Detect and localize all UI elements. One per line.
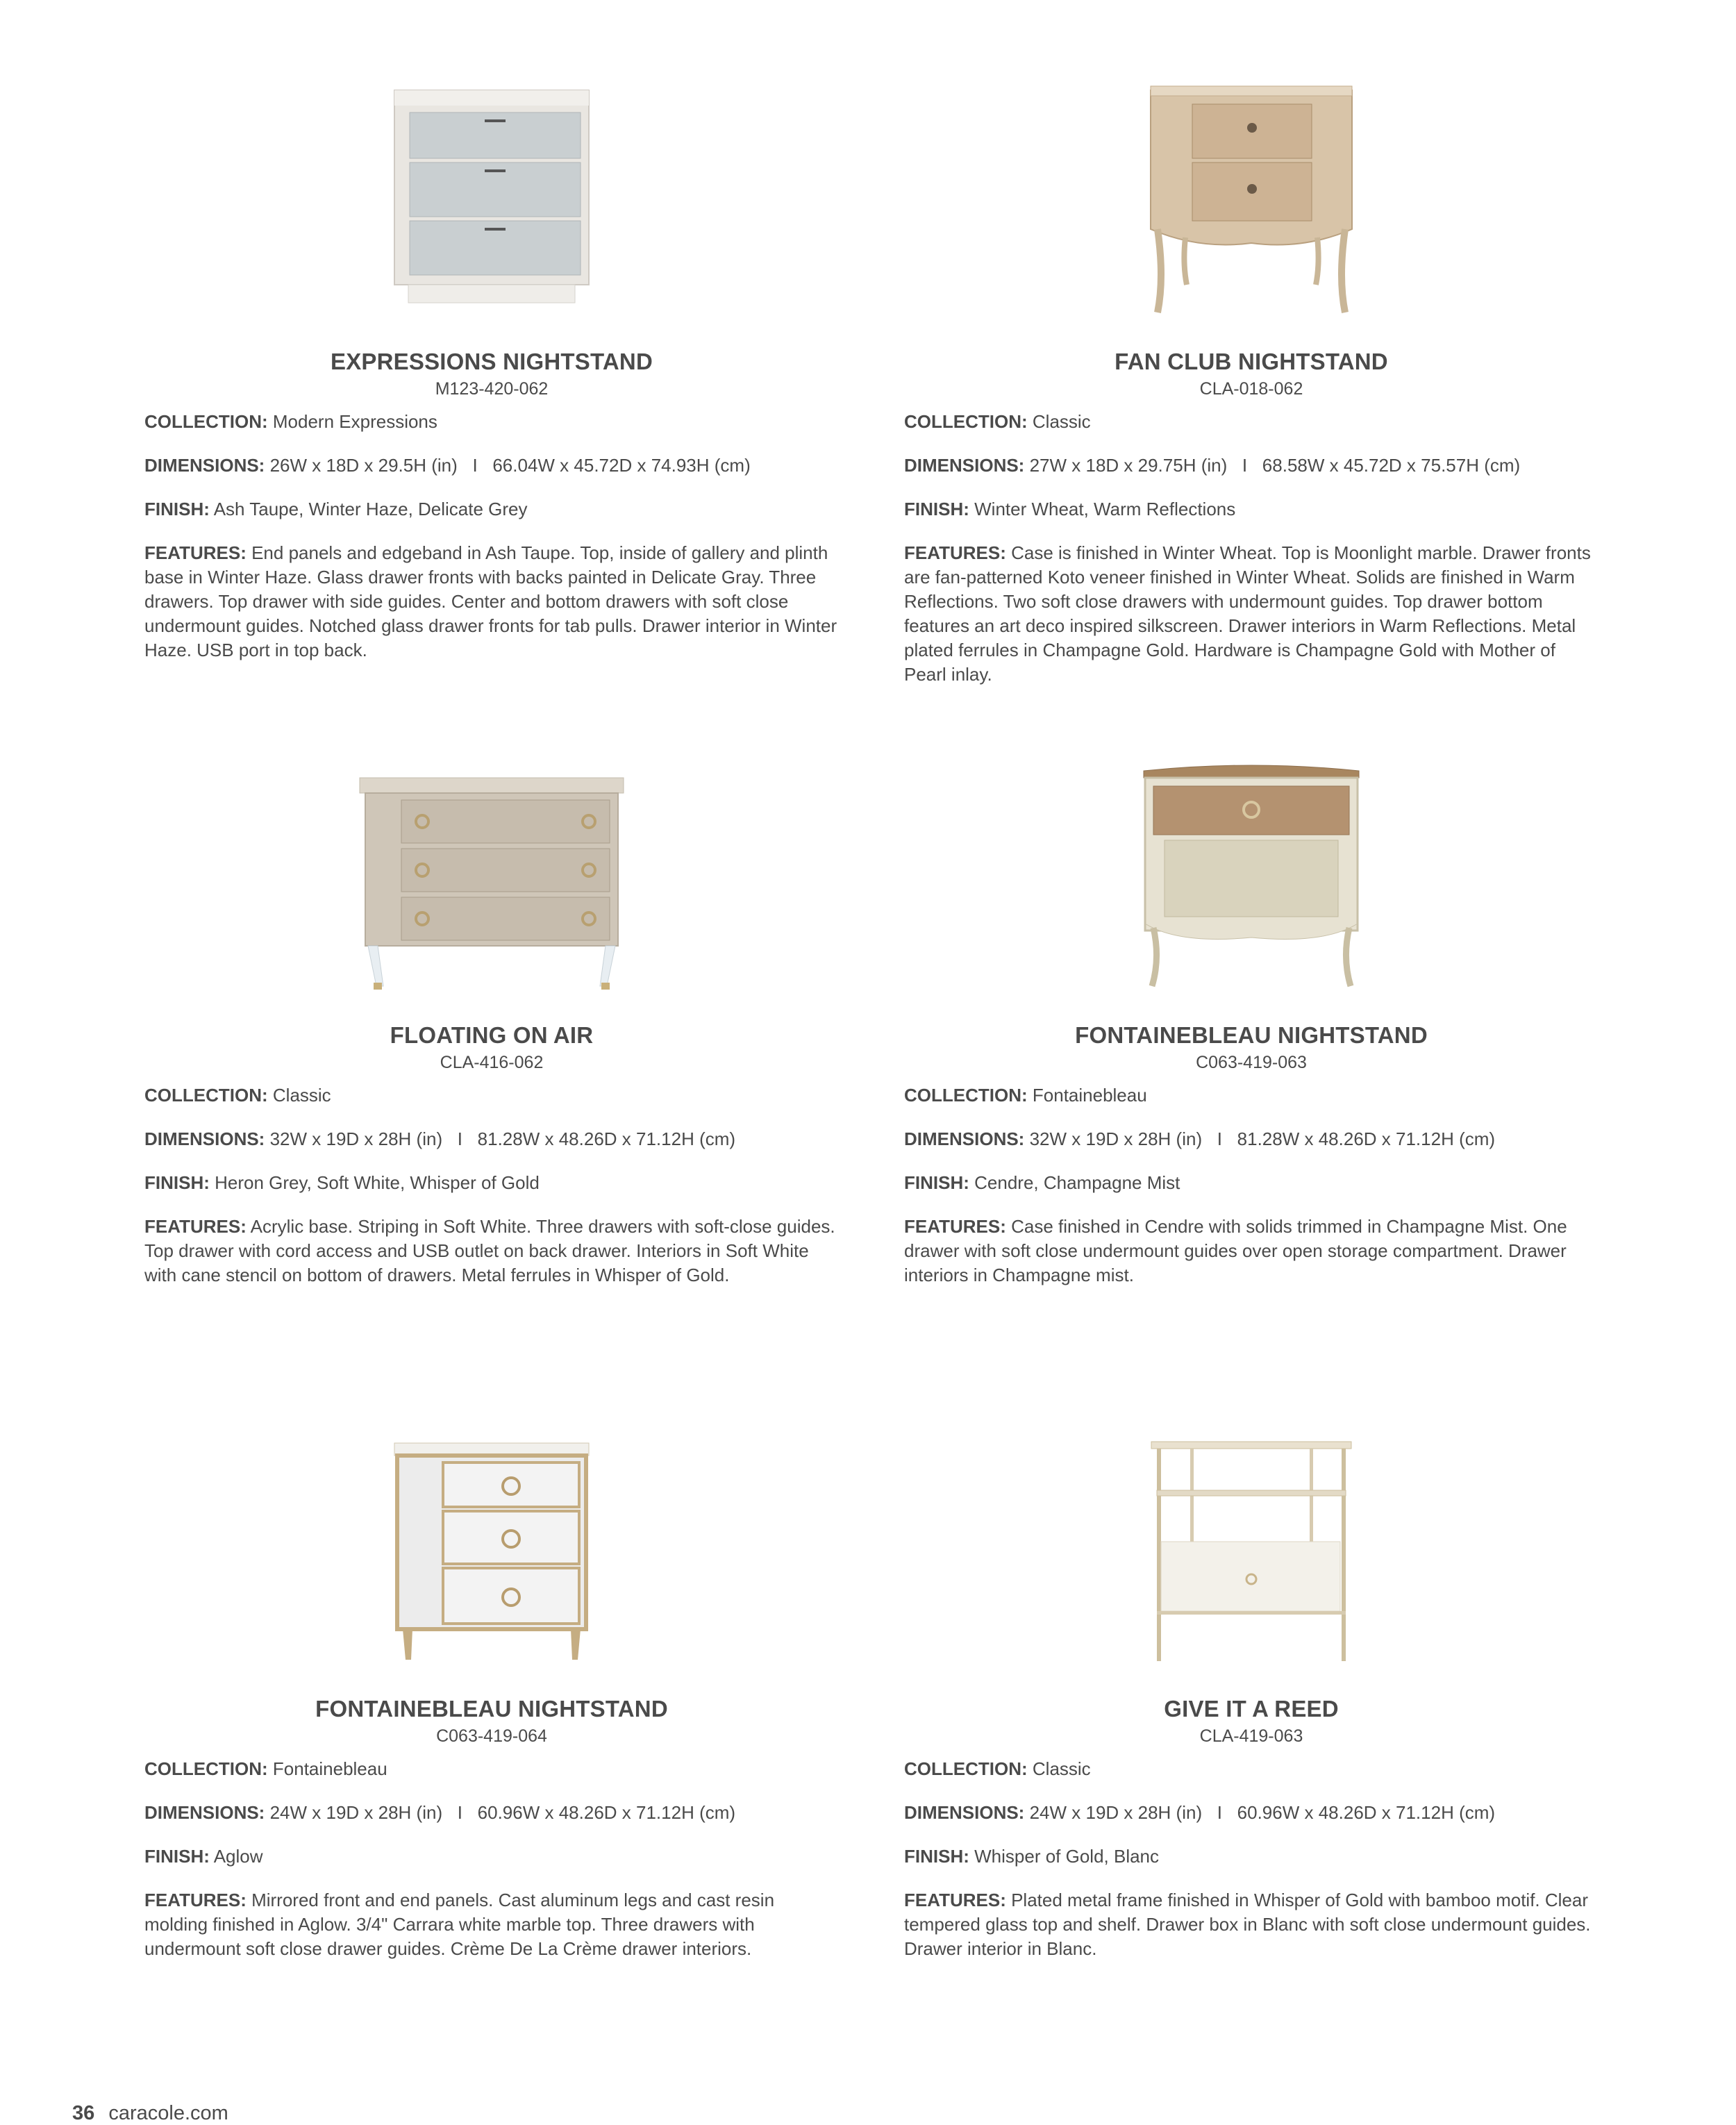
- features-value: Plated metal frame finished in Whisper of Gold with bamboo motif. Clear tempered glass top and shelf. Drawer box in Blanc with soft close undermount guides. Drawer interior in Blanc.: [904, 1890, 1591, 1959]
- spec-finish: [904, 1844, 1599, 1869]
- spec-features: [904, 541, 1599, 687]
- finish-value: Ash Taupe, Winter Haze, Delicate Grey: [213, 499, 528, 519]
- product-title: FONTAINEBLEAU NIGHTSTAND: [1075, 1022, 1428, 1048]
- collection-label: COLLECTION:: [144, 1758, 268, 1779]
- product-title: FAN CLUB NIGHTSTAND: [1115, 349, 1388, 374]
- dimensions-label: DIMENSIONS:: [904, 1802, 1025, 1823]
- product-image: [904, 1424, 1599, 1688]
- finish-label: FINISH:: [144, 1846, 210, 1867]
- finish-label: FINISH:: [904, 499, 969, 519]
- spec-dimensions: [904, 1127, 1599, 1151]
- dimensions-value: 32W x 19D x 28H (in) I 81.28W x 48.26D x 71.12H (cm): [269, 1128, 736, 1149]
- collection-value: Classic: [1032, 1758, 1091, 1779]
- features-label: FEATURES:: [144, 1216, 247, 1237]
- spec-dimensions: [144, 453, 839, 478]
- page-footer: [72, 2102, 228, 2125]
- collection-label: COLLECTION:: [904, 1758, 1028, 1779]
- finish-value: Heron Grey, Soft White, Whisper of Gold: [215, 1172, 540, 1193]
- finish-value: Aglow: [213, 1846, 263, 1867]
- finish-value: Cendre, Champagne Mist: [974, 1172, 1180, 1193]
- collection-value: Fontainebleau: [1032, 1085, 1147, 1106]
- features-value: Mirrored front and end panels. Cast aluminum legs and cast resin molding finished in Aglow. 3/4" Carrara white marble top. Three drawers with undermount soft close drawer guides. Crème De La Crème drawer interiors.: [144, 1890, 775, 1959]
- dimensions-label: DIMENSIONS:: [904, 455, 1025, 476]
- features-label: FEATURES:: [144, 1890, 247, 1910]
- collection-label: COLLECTION:: [904, 411, 1028, 432]
- finish-value: Winter Wheat, Warm Reflections: [974, 499, 1236, 519]
- product-sku: CLA-416-062: [440, 1053, 544, 1072]
- spec-dimensions: [904, 1801, 1599, 1825]
- features-value: Case finished in Cendre with solids trimmed in Champagne Mist. One drawer with soft close undermount guides over open storage compartment. Drawer interiors in Champagne mist.: [904, 1216, 1567, 1285]
- spec-features: [144, 1215, 839, 1288]
- spec-features: [144, 541, 839, 662]
- product-image: [904, 76, 1599, 340]
- dimensions-value: 32W x 19D x 28H (in) I 81.28W x 48.26D x 71.12H (cm): [1029, 1128, 1496, 1149]
- collection-label: COLLECTION:: [904, 1085, 1028, 1106]
- dimensions-label: DIMENSIONS:: [144, 1128, 265, 1149]
- spec-collection: [904, 1083, 1599, 1108]
- collection-value: Classic: [272, 1085, 331, 1106]
- spec-finish: [144, 497, 839, 522]
- collection-value: Fontainebleau: [272, 1758, 387, 1779]
- dimensions-label: DIMENSIONS:: [144, 455, 265, 476]
- product-title: EXPRESSIONS NIGHTSTAND: [330, 349, 653, 374]
- product-sku: CLA-018-062: [1199, 379, 1303, 399]
- dimensions-value: 26W x 18D x 29.5H (in) I 66.04W x 45.72D x 74.93H (cm): [269, 455, 751, 476]
- features-value: End panels and edgeband in Ash Taupe. Top, inside of gallery and plinth base in Winter Haze. Glass drawer fronts with backs painted in Delicate Gray. Three drawers. Top drawer with side guides. Center and bottom drawers with soft close undermount guides. Notched glass drawer fronts for tab pulls. Drawer interior in Winter Haze. USB port in top back.: [144, 542, 837, 660]
- page-number: 36: [72, 2102, 95, 2124]
- finish-label: FINISH:: [144, 1172, 210, 1193]
- features-label: FEATURES:: [904, 542, 1006, 563]
- spec-collection: [144, 1757, 839, 1781]
- spec-finish: [904, 497, 1599, 522]
- spec-finish: [144, 1844, 839, 1869]
- product-title: GIVE IT A REED: [1164, 1696, 1339, 1722]
- spec-features: [904, 1215, 1599, 1288]
- spec-collection: [904, 1757, 1599, 1781]
- product-title: FLOATING ON AIR: [390, 1022, 594, 1048]
- dimensions-value: 24W x 19D x 28H (in) I 60.96W x 48.26D x 71.12H (cm): [1029, 1802, 1496, 1823]
- spec-dimensions: [904, 453, 1599, 478]
- spec-dimensions: [144, 1801, 839, 1825]
- features-value: Case is finished in Winter Wheat. Top is Moonlight marble. Drawer fronts are fan-patterned Koto veneer finished in Winter Wheat. Solids are finished in Warm Reflections. Two soft close drawers with undermount guides. Top drawer bottom features an art deco inspired silkscreen. Drawer interiors in Warm Reflections. Metal plated ferrules in Champagne Gold. Hardware is Champagne Gold with Mother of Pearl inlay.: [904, 542, 1591, 685]
- spec-collection: [144, 410, 839, 434]
- product-image: [904, 750, 1599, 1014]
- dimensions-label: DIMENSIONS:: [144, 1802, 265, 1823]
- features-value: Acrylic base. Striping in Soft White. Three drawers with soft-close guides. Top drawer with cord access and USB outlet on back drawer. Interiors in Soft White with cane stencil on bottom of drawers. Metal ferrules in Whisper of Gold.: [144, 1216, 835, 1285]
- collection-label: COLLECTION:: [144, 411, 268, 432]
- finish-label: FINISH:: [144, 499, 210, 519]
- spec-features: [144, 1888, 839, 1961]
- collection-label: COLLECTION:: [144, 1085, 268, 1106]
- features-label: FEATURES:: [904, 1890, 1006, 1910]
- product-sku: C063-419-064: [436, 1726, 547, 1746]
- product-sku: C063-419-063: [1196, 1053, 1307, 1072]
- collection-value: Modern Expressions: [272, 411, 437, 432]
- spec-finish: [144, 1171, 839, 1195]
- spec-finish: [904, 1171, 1599, 1195]
- finish-label: FINISH:: [904, 1172, 969, 1193]
- finish-value: Whisper of Gold, Blanc: [974, 1846, 1160, 1867]
- dimensions-label: DIMENSIONS:: [904, 1128, 1025, 1149]
- features-label: FEATURES:: [904, 1216, 1006, 1237]
- footer-site-link[interactable]: caracole.com: [108, 2102, 228, 2124]
- spec-collection: [144, 1083, 839, 1108]
- product-sku: M123-420-062: [435, 379, 549, 399]
- features-label: FEATURES:: [144, 542, 247, 563]
- collection-value: Classic: [1032, 411, 1091, 432]
- product-sku: CLA-419-063: [1199, 1726, 1303, 1746]
- product-image: [144, 750, 839, 1014]
- spec-dimensions: [144, 1127, 839, 1151]
- product-title: FONTAINEBLEAU NIGHTSTAND: [315, 1696, 668, 1722]
- spec-collection: [904, 410, 1599, 434]
- product-image: [144, 1424, 839, 1688]
- spec-features: [904, 1888, 1599, 1961]
- product-image: [144, 76, 839, 340]
- dimensions-value: 24W x 19D x 28H (in) I 60.96W x 48.26D x 71.12H (cm): [269, 1802, 736, 1823]
- dimensions-value: 27W x 18D x 29.75H (in) I 68.58W x 45.72D x 75.57H (cm): [1029, 455, 1521, 476]
- finish-label: FINISH:: [904, 1846, 969, 1867]
